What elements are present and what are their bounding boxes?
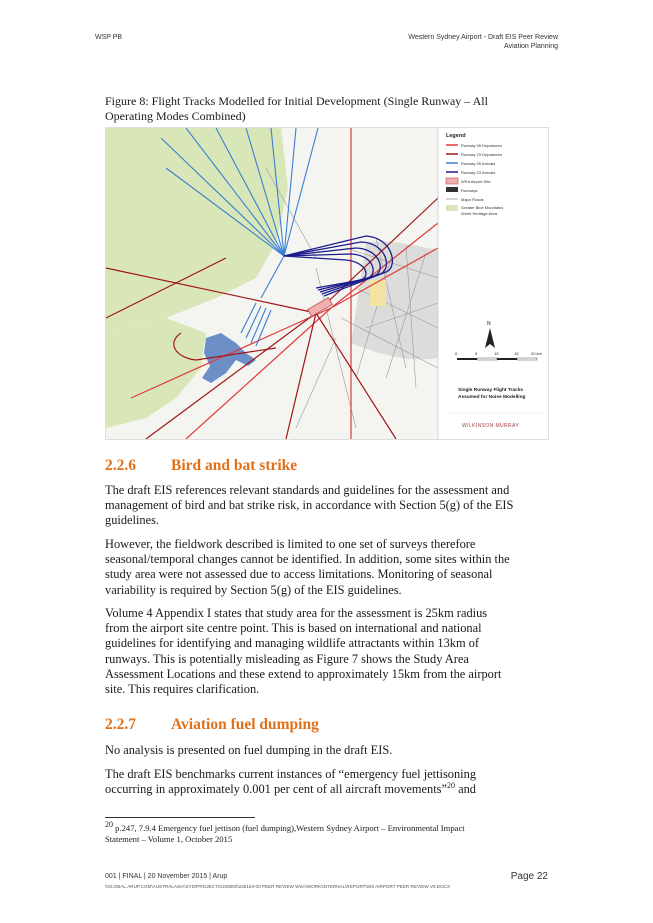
header-company: WSP PB — [95, 34, 123, 41]
legend-label: WSA Airport Site — [461, 179, 491, 184]
scale-tick: 10 — [494, 351, 499, 356]
text-line — [105, 782, 545, 797]
footnote-text: p.247, 7.9.4 Emergency fuel jettison (fuel dumping),Western Sydney Airport – Environmental Impact — [113, 823, 465, 833]
text-line: variability is required by Section 5(g) of the EIS guidelines. — [105, 582, 402, 597]
footnote-ref[interactable]: 20 — [447, 781, 455, 791]
footnote-rule — [105, 817, 255, 818]
legend-swatch-heritage — [446, 205, 458, 211]
section-heading-bird-bat — [105, 457, 297, 475]
footer-info: 001 | FINAL | 20 November 2015 | Arup — [105, 873, 228, 880]
text-line: guidelines for identifying and managing wildlife attractants within 13km of — [105, 636, 480, 651]
text-line: runways. This is potentially misleading as Figure 7 shows the Study Area — [105, 651, 469, 666]
legend-label: World Heritage Area — [461, 211, 497, 216]
paragraph — [105, 606, 545, 697]
legend-swatch-airport-site — [446, 178, 458, 184]
header-document-title — [408, 33, 558, 51]
footnote-number: 20 — [105, 820, 113, 830]
legend-label: Runways — [461, 188, 478, 193]
map-title-line2: Assumed for Noise Modelling — [458, 395, 526, 400]
map-title-line1: Single Runway Flight Tracks — [458, 388, 524, 393]
footnote-line2: Statement – Volume 1, October 2015 — [105, 834, 233, 844]
legend-label: Runway 05 Arrivals — [461, 161, 496, 166]
legend-label: Runway 23 Departures — [461, 152, 502, 157]
legend-swatch-runways — [446, 187, 458, 192]
flight-tracks-map — [105, 127, 549, 440]
text-line: seasonal/temporal changes cannot be identified. In addition, some sites within the — [105, 552, 510, 567]
text-line: study area were not assessed due to access limitations. Monitoring of seasonal — [105, 567, 493, 582]
paragraph — [105, 483, 545, 529]
text-line: from the airport site centre point. This is based on international and national — [105, 621, 482, 636]
figure-caption-line1: Figure 8: Flight Tracks Modelled for Initial Development (Single Runway – All — [105, 94, 488, 108]
scale-tick: 0 — [455, 351, 458, 356]
map-svg — [106, 128, 548, 439]
urban-park — [370, 280, 386, 306]
paragraph — [105, 767, 545, 797]
legend-title: Legend — [446, 133, 466, 139]
scale-tick: 20 km — [531, 351, 542, 356]
brand-logo: WILKINSON MURRAY — [462, 423, 520, 429]
legend-label: Greater Blue Mountains — [461, 205, 504, 210]
section-title: Aviation fuel dumping — [171, 716, 319, 733]
text-span: and — [455, 782, 476, 797]
section-number: 2.2.6 — [105, 457, 136, 474]
text-line: The draft EIS references relevant standards and guidelines for the assessment and — [105, 483, 510, 497]
text-line: The draft EIS benchmarks current instances of “emergency fuel jettisoning — [105, 767, 477, 781]
footnote — [105, 820, 545, 845]
footnote-line1 — [105, 820, 545, 834]
section-heading-fuel-dumping — [105, 716, 319, 734]
legend-label: Runway 23 Arrivals — [461, 170, 496, 175]
paragraph: No analysis is presented on fuel dumping in the draft EIS. — [105, 743, 393, 757]
figure-caption — [105, 94, 545, 124]
figure-caption-line2: Operating Modes Combined) — [105, 109, 246, 123]
section-title: Bird and bat strike — [171, 457, 298, 474]
text-line: Assessment Locations and these extend to approximately 15km from the airport — [105, 666, 502, 681]
urban-area — [351, 241, 438, 359]
legend-label: Major Roads — [461, 197, 484, 202]
footer-file-path: \\GLOBAL.ARUP.COM\AUSTRALASIA\SYD\PROJECTS\246000\246163-00 PEER REVIEW WSA\WORK\INTERNAL\REPORT\WS AIRPORT PEER REVIEW V8.DOCX — [105, 884, 451, 889]
header-title-line1: Western Sydney Airport - Draft EIS Peer Review — [408, 34, 558, 41]
text-line: Volume 4 Appendix I states that study area for the assessment is 25km radius — [105, 606, 488, 620]
text-line: However, the fieldwork described is limited to one set of surveys therefore — [105, 537, 476, 551]
text-line: guidelines. — [105, 513, 160, 528]
text-line: management of bird and bat strike risk, in accordance with Section 5(g) of the EIS — [105, 498, 514, 513]
text-span: occurring in approximately 0.001 per cent of all aircraft movements” — [105, 782, 447, 797]
north-label: N — [487, 321, 491, 327]
section-number: 2.2.7 — [105, 716, 136, 733]
paragraph — [105, 537, 545, 598]
header-title-line2: Aviation Planning — [504, 43, 558, 50]
page-number: Page 22 — [510, 871, 548, 882]
scale-tick: 5 — [475, 351, 478, 356]
legend-label: Runway 05 Departures — [461, 143, 502, 148]
scale-tick: 15 — [514, 351, 519, 356]
text-line: site. This requires clarification. — [105, 682, 260, 697]
